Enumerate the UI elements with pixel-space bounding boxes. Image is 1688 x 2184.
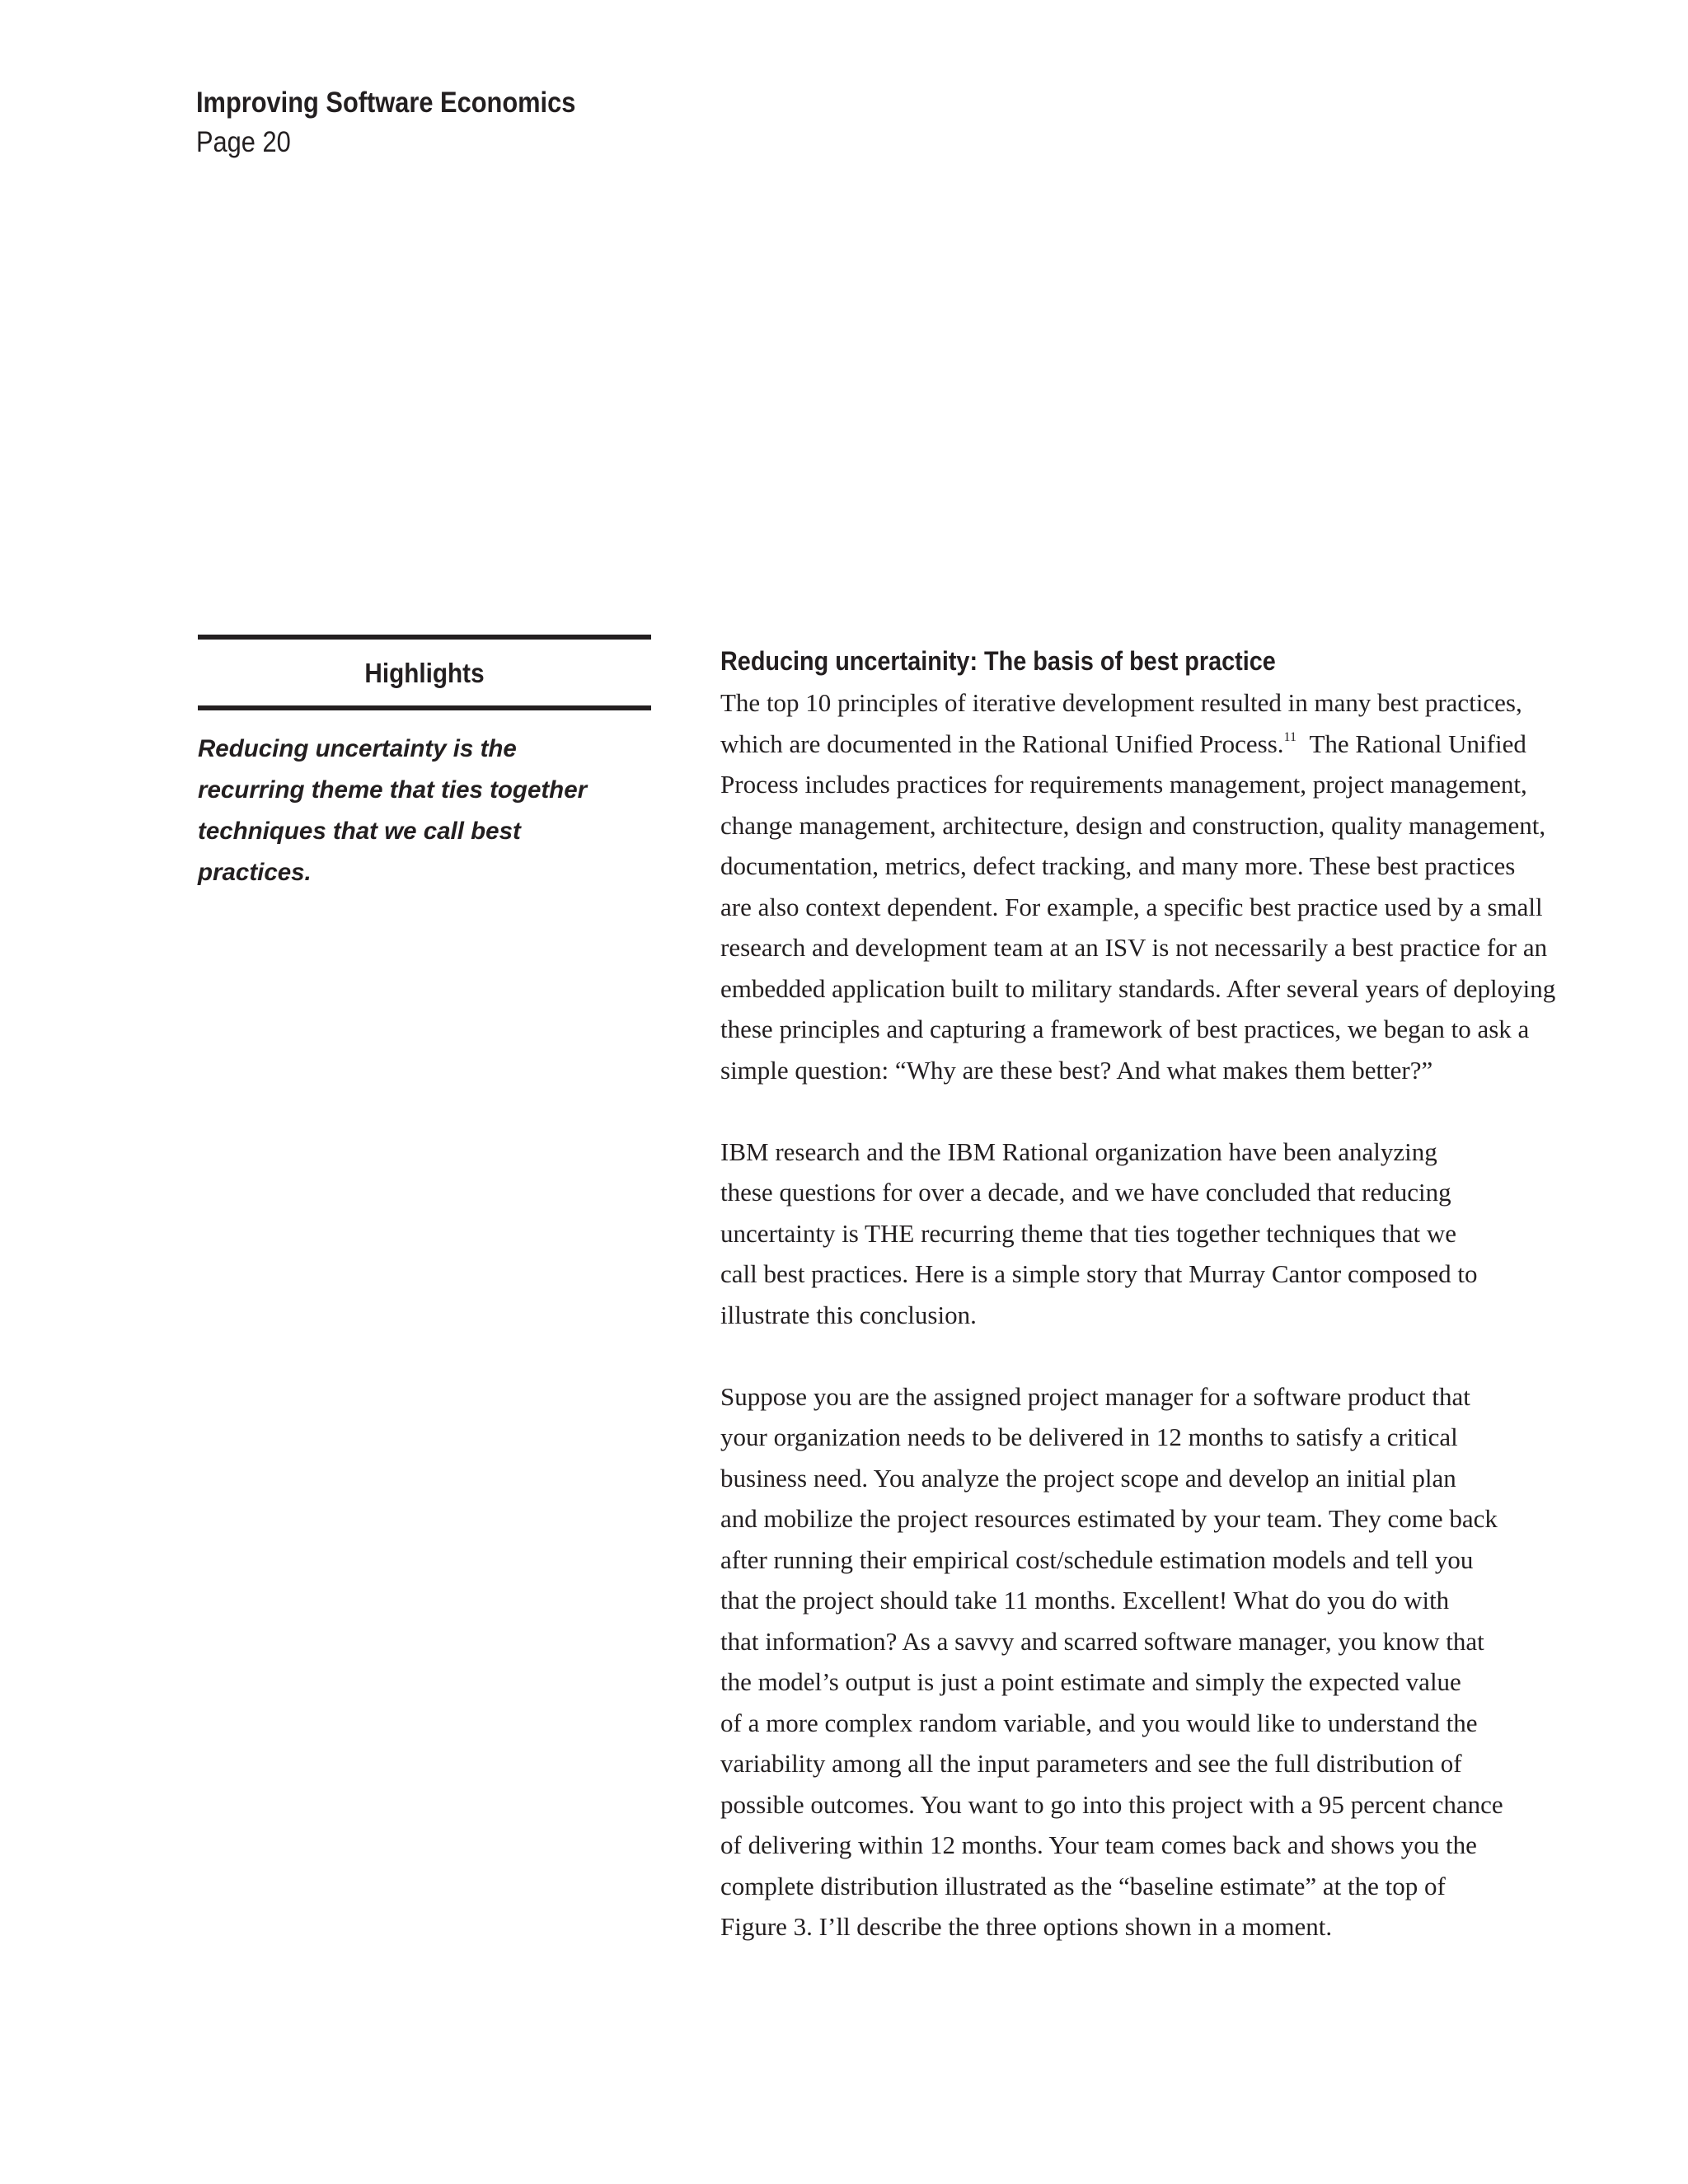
paragraph-line: that information? As a savvy and scarred software manager, you know that — [720, 1626, 1484, 1656]
section-heading: Reducing uncertainity: The basis of best practice — [720, 646, 1276, 676]
paragraph-line: are also context dependent. For example, a specific best practice used by a small — [720, 892, 1543, 921]
paragraph-line-text: which are documented in the Rational Unified Process. — [720, 729, 1284, 758]
paragraph-ibm-research — [720, 1132, 1619, 1336]
footnote-reference[interactable]: 11 — [1283, 729, 1296, 744]
paragraph-line: embedded application built to military standards. After several years of deploying — [720, 973, 1556, 1003]
paragraph-line: of delivering within 12 months. Your team comes back and shows you the — [720, 1830, 1477, 1859]
paragraph-line: your organization needs to be delivered in 12 months to satisfy a critical — [720, 1422, 1458, 1451]
paragraph-line: research and development team at an ISV is not necessarily a best practice for an — [720, 933, 1548, 962]
page-number: Page 20 — [196, 126, 291, 158]
paragraph-line: Figure 3. I’ll describe the three options shown in a moment. — [720, 1912, 1333, 1941]
highlight-line: recurring theme that ties together — [198, 776, 588, 804]
paragraph-line: after running their empirical cost/schedule estimation models and tell you — [720, 1544, 1474, 1574]
paragraph-line: The top 10 principles of iterative development resulted in many best practices, — [720, 688, 1522, 717]
paragraph-line: variability among all the input parameters and see the full distribution of — [720, 1749, 1462, 1778]
paragraph-line: Process includes practices for requirements management, project management, — [720, 770, 1527, 799]
highlight-line: practices. — [198, 859, 312, 886]
paragraph-line: documentation, metrics, defect tracking, and many more. These best practices — [720, 851, 1516, 880]
paragraph-best-practices — [720, 682, 1619, 1090]
document-title: Improving Software Economics — [196, 87, 576, 119]
highlights-sidebar — [198, 635, 651, 893]
paragraph-line: of a more complex random variable, and you would like to understand the — [720, 1708, 1478, 1737]
paragraph-line: that the project should take 11 months. Excellent! What do you do with — [720, 1586, 1450, 1615]
sidebar-heading: Highlights — [364, 658, 485, 688]
sidebar-bottom-rule — [198, 705, 651, 710]
paragraph-line: possible outcomes. You want to go into this project with a 95 percent chance — [720, 1789, 1503, 1819]
highlight-line: Reducing uncertainty is the — [198, 735, 517, 762]
paragraph-line: IBM research and the IBM Rational organization have been analyzing — [720, 1137, 1437, 1166]
paragraph-line: these questions for over a decade, and we have concluded that reducing — [720, 1178, 1451, 1207]
highlight-line: techniques that we call best — [198, 818, 521, 845]
paragraph-line: business need. You analyze the project scope and develop an initial plan — [720, 1463, 1456, 1493]
paragraph-line: Suppose you are the assigned project manager for a software product that — [720, 1381, 1470, 1411]
paragraph-line: illustrate this conclusion. — [720, 1300, 977, 1329]
paragraph-project-story — [720, 1376, 1619, 1947]
paragraph-line — [720, 724, 1619, 765]
highlight-text — [198, 729, 651, 893]
paragraph-line: uncertainty is THE recurring theme that ties together techniques that we — [720, 1218, 1456, 1248]
paragraph-line: complete distribution illustrated as the “baseline estimate” at the top of — [720, 1871, 1446, 1900]
paragraph-line: call best practices. Here is a simple story that Murray Cantor composed to — [720, 1259, 1478, 1288]
paragraph-line-text: The Rational Unified — [1309, 729, 1526, 758]
paragraph-line: the model’s output is just a point estimate and simply the expected value — [720, 1667, 1461, 1696]
paragraph-line: these principles and capturing a framework of best practices, we began to ask a — [720, 1015, 1530, 1043]
paragraph-line: change management, architecture, design and construction, quality management, — [720, 810, 1546, 840]
paragraph-line: and mobilize the project resources estimated by your team. They come back — [720, 1504, 1498, 1533]
main-content — [720, 644, 1619, 1947]
paragraph-line: simple question: “Why are these best? And what makes them better?” — [720, 1055, 1433, 1085]
